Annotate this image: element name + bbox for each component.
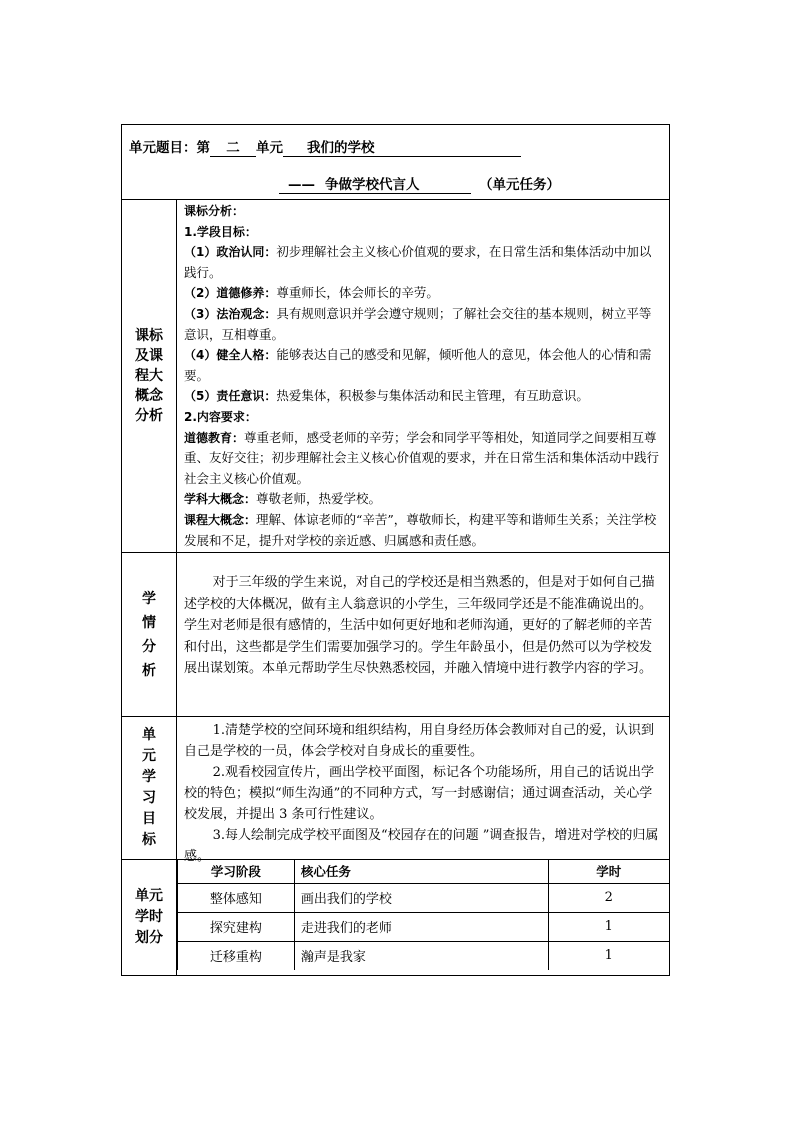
curriculum-heading: 课标分析： [184,204,245,218]
goal-item: （1）政治认同：初步理解社会主义核心价值观的要求，在日常生活和集体活动中加以践行。 [184,244,652,280]
analysis-label: 学情分析 [142,590,156,679]
curriculum-content [184,201,663,552]
moral-education: 道德教育：尊重老师，感受老师的辛劳；学会和同学平等相处，知道同学之间要相互尊重、友好交往；初步理解社会主义核心价值观的要求，并在日常生活和集体活动中践行社会主义核心价值观。 [184,429,660,486]
curriculum-row [122,200,669,553]
task-cell: 瀚声是我家 [294,941,548,970]
unit-number: 二 [210,136,256,157]
task-cell: 画出我们的学校 [294,883,548,912]
curriculum-label: 课标及课程大概念分析 [135,328,163,424]
course-concept: 课程大概念：理解、体谅老师的“辛苦”，尊敬师长，构建平等和谐师生关系；关注学校发展和不足，提升对学校的亲近感、归属感和责任感。 [184,511,657,548]
objective-item: 1.清楚学校的空间环境和组织结构，用自身经历体会教师对自己的爱，认识到自己是学校的一员，体会学校对自身成长的重要性。 [184,723,654,759]
task-cell: 走进我们的老师 [294,912,548,941]
analysis-row [122,553,669,717]
table-row [178,941,670,970]
schedule-row [122,860,669,975]
objectives-label: 单元学习目标 [142,727,156,848]
column-header-stage: 学习阶段 [178,859,295,883]
objectives-content [184,720,663,864]
stage-cell: 迁移重构 [178,941,295,970]
table-row [178,912,670,941]
unit-task-line [279,173,560,194]
goal-item: （5）责任意识：热爱集体，积极参与集体活动和民主管理，有互助意识。 [184,388,589,404]
unit-suffix: 单元 [256,140,283,156]
objectives-row [122,717,669,864]
schedule-label-cell [122,860,177,975]
task-title: 争做学校代言人 [315,173,471,194]
stage-cell: 整体感知 [178,883,295,912]
table-row [178,883,670,912]
unit-header-row [122,125,669,200]
objective-item: 3.每人绘制完成学校平面图及“校园存在的问题 ”调查报告，增进对学校的归属感。 [184,828,659,864]
schedule-label: 单元学时划分 [135,888,163,946]
column-header-task: 核心任务 [294,859,548,883]
hours-cell: 2 [548,883,669,912]
unit-label: 单元题目：第 [129,140,210,156]
hours-cell: 1 [548,912,669,941]
analysis-text: 对于三年级的学生来说，对自己的学校还是相当熟悉的，但是对于如何自己描述学校的大体概况，做有主人翁意识的小学生，三年级同学还是不能准确说出的。学生对老师是很有感情的，生活中如何更好地和老师沟通，更好的了解老师的辛苦和付出，这些都是学生们需要加强学习的。学生年龄虽小，但是仍然可以为学校发展出谋划策。本单元帮助学生尽快熟悉校园，并融入情境中进行教学内容的学习。 [184,575,655,677]
goal-item: （2）道德修养：尊重师长，体会师长的辛劳。 [184,285,439,301]
unit-title: 我们的学校 [283,136,521,157]
unit-title-line [129,136,521,157]
schedule-header-row [178,859,670,883]
curriculum-label-cell [122,200,177,552]
analysis-label-cell [122,553,177,716]
objective-item: 2.观看校园宣传片，画出学校平面图，标记各个功能场所，用自己的话说出学校的特色；模拟“师生沟通”的不同种方式，写一封感谢信；通过调查活动，关心学校发展，并提出 3 条可行性建议。 [184,765,654,822]
task-note: （单元任务） [479,177,560,193]
analysis-content [184,572,663,716]
content-title: 2.内容要求： [184,409,257,424]
task-dash: —— [279,177,315,194]
stage-cell: 探究建构 [178,912,295,941]
goal-item: （4）健全人格：能够表达自己的感受和见解，倾听他人的意见，体会他人的心情和需要。 [184,347,652,383]
schedule-table [177,859,669,970]
unit-plan-table [121,124,670,976]
hours-cell: 1 [548,941,669,970]
subject-concept: 学科大概念：尊敬老师，热爱学校。 [184,491,382,507]
goal-item: （3）法治观念：具有规则意识并学会遵守规则；了解社会交往的基本规则，树立平等意识，互相尊重。 [184,305,652,342]
objectives-label-cell [122,717,177,859]
column-header-hours: 学时 [548,859,669,883]
goals-title: 1.学段目标： [184,224,257,239]
